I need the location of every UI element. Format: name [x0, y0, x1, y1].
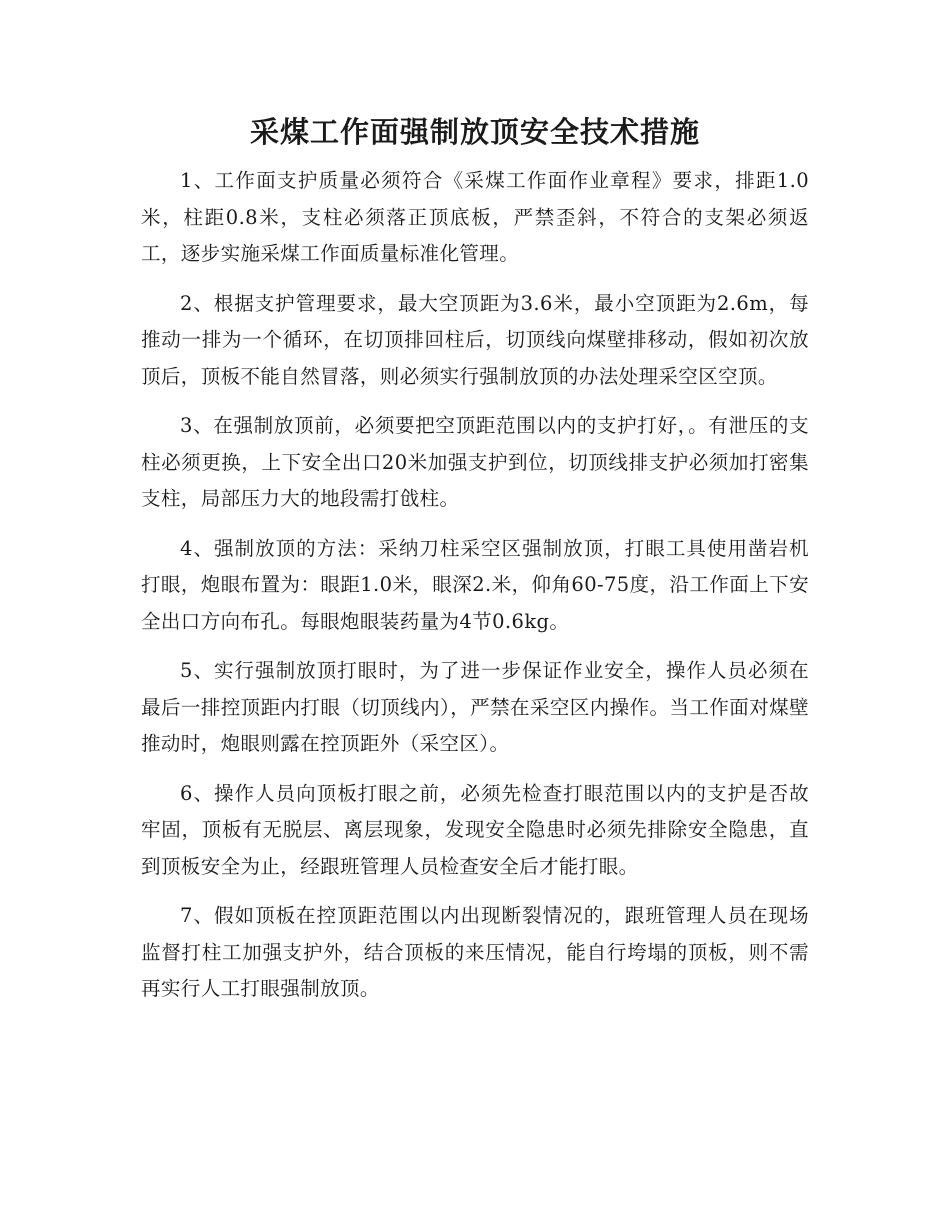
paragraph-5: 5、实行强制放顶打眼时，为了进一步保证作业安全，操作人员必须在最后一排控顶距内打眼（切顶线内），严禁在采空区内操作。当工作面对煤壁推动时，炮眼则露在控顶距外（采空区）。: [141, 659, 809, 755]
document-body: [141, 163, 809, 1021]
paragraph-7: 7、假如顶板在控顶距范围以内出现断裂情况的，跟班管理人员在现场监督打柱工加强支护外，结合顶板的来压情况，能自行垮塌的顶板，则不需再实行人工打眼强制放顶。: [141, 904, 809, 1000]
document-title: 采煤工作面强制放顶安全技术措施: [249, 115, 700, 149]
paragraph-4: 4、强制放顶的方法：采纳刀柱采空区强制放顶，打眼工具使用凿岩机打眼，炮眼布置为：眼距1.0米，眼深2.米，仰角60-75度，沿工作面上下安全出口方向布孔。每眼炮眼装药量为4节0.6kg。: [141, 536, 809, 633]
paragraph-2: 2、根据支护管理要求，最大空顶距为3.6米，最小空顶距为2.6m，每推动一排为一个循环，在切顶排回柱后，切顶线向煤壁排移动，假如初次放顶后，顶板不能自然冒落，则必须实行强制放顶的办法处理采空区空顶。: [141, 291, 809, 388]
paragraph-3: 3、在强制放顶前，必须要把空顶距范围以内的支护打好，。有泄压的支柱必须更换，上下安全出口20米加强支护到位，切顶线排支护必须加打密集支柱，局部压力大的地段需打戗柱。: [141, 414, 809, 510]
paragraph-6: 6、操作人员向顶板打眼之前，必须先检查打眼范围以内的支护是否故牢固，顶板有无脱层、离层现象，发现安全隐患时必须先排除安全隐患，直到顶板安全为止，经跟班管理人员检查安全后才能打眼。: [141, 781, 809, 878]
paragraph-1: 1、工作面支护质量必须符合《采煤工作面作业章程》要求，排距1.0米，柱距0.8米，支柱必须落正顶底板，严禁歪斜，不符合的支架必须返工，逐步实施采煤工作面质量标准化管理。: [141, 169, 809, 265]
